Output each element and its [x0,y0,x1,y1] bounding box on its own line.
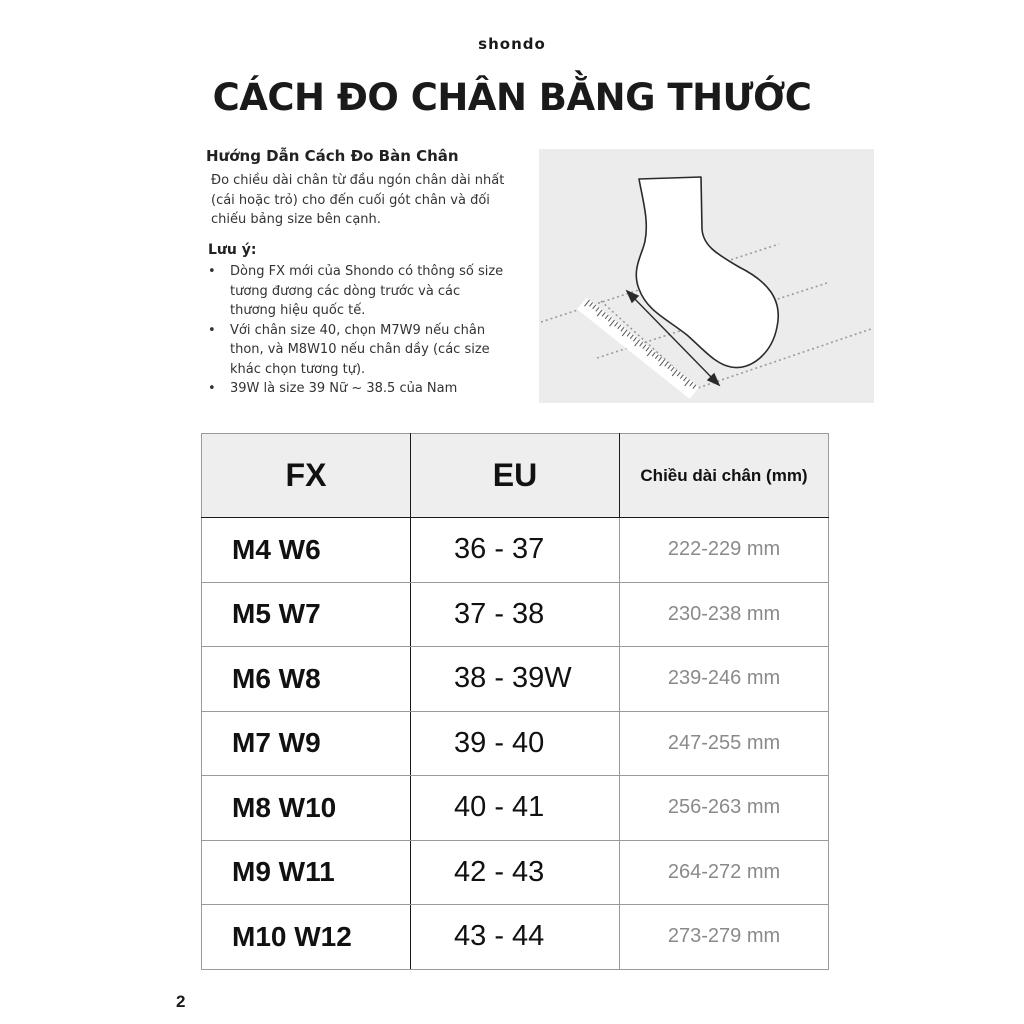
guide-line: Đo chiều dài chân từ đầu ngón chân dài nhất [211,173,505,188]
foot-measurement-icon [539,149,874,403]
cell-eu: 37 - 38 [411,582,620,647]
table-row [202,840,829,905]
cell-length: 264-272 mm [620,840,829,905]
page-title: CÁCH ĐO CHÂN BẰNG THƯỚC [212,76,812,119]
table-header-row [202,434,829,518]
cell-eu: 42 - 43 [411,840,620,905]
cell-length: 247-255 mm [620,711,829,776]
note-item [208,379,538,399]
cell-fx: M4 W6 [202,518,411,583]
cell-length: 256-263 mm [620,776,829,841]
note-line: khác chọn tương tự). [230,361,366,377]
cell-eu: 38 - 39W [411,647,620,712]
cell-eu: 36 - 37 [411,518,620,583]
cell-eu: 39 - 40 [411,711,620,776]
cell-fx: M10 W12 [202,905,411,970]
bullet-icon: • [208,322,216,338]
header-foot-length: Chiều dài chân (mm) [620,434,829,518]
cell-length: 230-238 mm [620,582,829,647]
bullet-icon: • [208,264,216,279]
page-number: 2 [176,992,186,1011]
cell-eu: 43 - 44 [411,905,620,970]
header-eu: EU [411,434,620,518]
note-line: tương đương các dòng trước và các [230,283,461,299]
notes-list [208,262,538,399]
note-heading: Lưu ý: [208,242,257,258]
cell-length: 222-229 mm [620,518,829,583]
foot-measurement-illustration [539,149,874,403]
note-line: thon, và M8W10 nếu chân dầy (các size [230,342,490,357]
note-line: Dòng FX mới của Shondo có thông số size [230,264,504,279]
cell-length: 239-246 mm [620,647,829,712]
table-row [202,711,829,776]
guide-heading: Hướng Dẫn Cách Đo Bàn Chân [206,147,459,165]
cell-length: 273-279 mm [620,905,829,970]
table-row [202,582,829,647]
brand-logo: shondo [478,35,546,53]
note-item [208,262,538,321]
guide-line: chiếu bảng size bên cạnh. [211,212,381,227]
cell-fx: M5 W7 [202,582,411,647]
cell-fx: M9 W11 [202,840,411,905]
table-row [202,776,829,841]
cell-eu: 40 - 41 [411,776,620,841]
cell-fx: M7 W9 [202,711,411,776]
cell-fx: M6 W8 [202,647,411,712]
header-fx: FX [202,434,411,518]
cell-fx: M8 W10 [202,776,411,841]
table-row [202,647,829,712]
table-row [202,518,829,583]
bullet-icon: • [208,381,216,396]
note-item [208,321,538,380]
guide-text [211,171,541,230]
table-row [202,905,829,970]
size-chart-table [201,433,829,970]
note-line: thương hiệu quốc tế. [230,303,366,318]
note-line: Với chân size 40, chọn M7W9 nếu chân [230,322,486,338]
guide-line: (cái hoặc trỏ) cho đến cuối gót chân và đối [211,192,490,208]
note-line: 39W là size 39 Nữ ~ 38.5 của Nam [230,381,458,396]
